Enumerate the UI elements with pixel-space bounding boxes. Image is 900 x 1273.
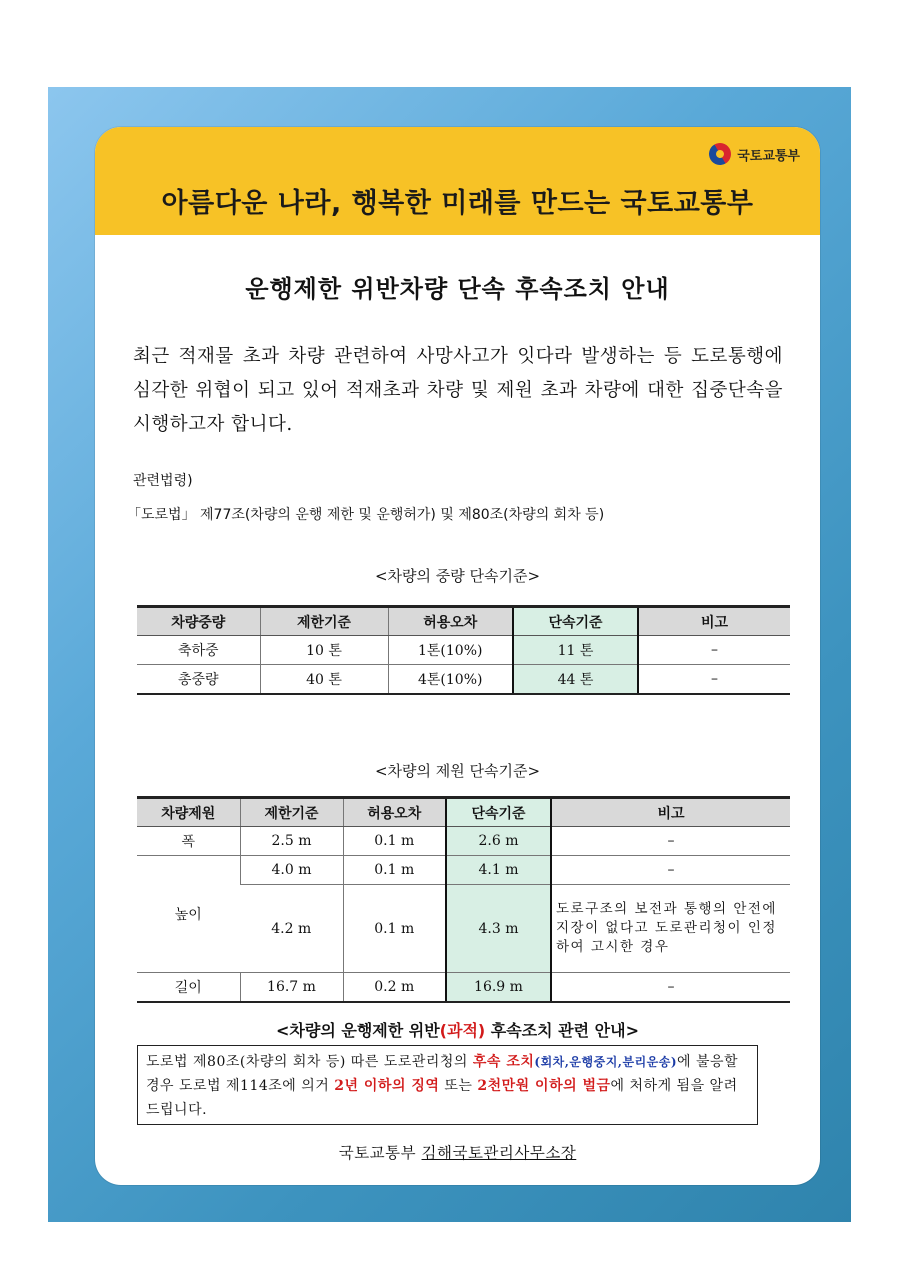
table-cell: 0.1 m (343, 856, 446, 885)
notice-title (95, 1018, 820, 1041)
table-cell: 높이 (137, 856, 240, 973)
table-cell: 폭 (137, 827, 240, 856)
law-label: 관련법령) (133, 473, 193, 489)
table-row (137, 856, 790, 885)
notice-title-text: 후속조치 관련 안내> (485, 1021, 639, 1040)
notice-highlight-blue: (회차,운행중지,분리운송) (534, 1055, 678, 1069)
table-cell: – (551, 827, 790, 856)
table-row (137, 973, 790, 1002)
footer-org: 국토교통부 (338, 1144, 422, 1162)
weight-table (137, 605, 790, 695)
spec-table-caption: <차량의 제원 단속기준> (374, 762, 541, 780)
footer-signature (95, 1141, 820, 1163)
notice-text: 에 처하게 됨을 알려드립니다. (146, 1078, 738, 1118)
notice-card (95, 127, 820, 1185)
table-cell: 4.2 m (240, 885, 343, 973)
weight-table-caption: <차량의 중량 단속기준> (374, 567, 541, 585)
spec-header-cell: 허용오차 (343, 798, 446, 827)
table-cell: – (638, 636, 790, 665)
table-cell: 2.6 m (446, 827, 551, 856)
table-cell: 0.2 m (343, 973, 446, 1002)
table-cell: 11 톤 (513, 636, 638, 665)
notice-text: 에 불응할 경우 도로법 제114조에 의거 (146, 1054, 739, 1094)
penalty-notice-box (137, 1045, 758, 1125)
table-cell: 0.1 m (343, 885, 446, 973)
table-cell: 40 톤 (260, 665, 388, 694)
notice-highlight: 2년 이하의 징역 (334, 1078, 440, 1094)
table-cell: 4톤(10%) (388, 665, 513, 694)
table-cell: 축하중 (137, 636, 260, 665)
spec-header-cell: 단속기준 (446, 798, 551, 827)
notice-highlight: 후속 조치 (472, 1054, 535, 1070)
notice-text: 도로법 제80조(차량의 회차 등) 따른 도로관리청의 (146, 1054, 473, 1070)
ministry-logo (709, 143, 800, 165)
table-cell: – (551, 973, 790, 1002)
spec-header-cell: 비고 (551, 798, 790, 827)
spec-table (137, 796, 790, 1003)
footer-office: 김해국토관리사무소장 (421, 1144, 577, 1162)
table-cell: 총중량 (137, 665, 260, 694)
table-row (137, 636, 790, 665)
table-cell: 44 톤 (513, 665, 638, 694)
table-cell: – (551, 856, 790, 885)
table-cell: 16.9 m (446, 973, 551, 1002)
notice-title-highlight: (과적) (439, 1021, 486, 1040)
table-cell: 4.3 m (446, 885, 551, 973)
weight-header-cell: 비고 (638, 607, 790, 636)
slogan: 아름다운 나라, 행복한 미래를 만드는 국토교통부 (161, 188, 754, 219)
logo-text: 국토교통부 (737, 148, 800, 164)
weight-header-cell: 허용오차 (388, 607, 513, 636)
spec-header-cell: 제한기준 (240, 798, 343, 827)
table-cell: 4.1 m (446, 856, 551, 885)
law-text: 「도로법」 제77조(차량의 운행 제한 및 운행허가) 및 제80조(차량의 회차 등) (127, 507, 605, 523)
spec-header-cell: 차량제원 (137, 798, 240, 827)
table-row (137, 665, 790, 694)
table-cell: 16.7 m (240, 973, 343, 1002)
weight-header-cell: 차량중량 (137, 607, 260, 636)
notice-title-text: <차량의 운행제한 위반 (276, 1021, 440, 1040)
table-cell: 1톤(10%) (388, 636, 513, 665)
notice-highlight: 2천만원 이하의 벌금 (477, 1078, 611, 1094)
table-cell: 0.1 m (343, 827, 446, 856)
table-cell: – (638, 665, 790, 694)
weight-header-cell: 제한기준 (260, 607, 388, 636)
table-cell: 2.5 m (240, 827, 343, 856)
taegeuk-logo-icon (705, 139, 735, 169)
table-row (137, 827, 790, 856)
weight-header-cell: 단속기준 (513, 607, 638, 636)
page-title: 운행제한 위반차량 단속 후속조치 안내 (245, 275, 670, 303)
table-cell: 10 톤 (260, 636, 388, 665)
table-cell: 4.0 m (240, 856, 343, 885)
notice-text: 또는 (439, 1078, 478, 1094)
intro-paragraph: 최근 적재물 초과 차량 관련하여 사망사고가 잇다라 발생하는 등 도로통행에 심각한 위협이 되고 있어 적재초과 차량 및 제원 초과 차량에 대한 집중단속을 시행하고자 합니다. (133, 346, 783, 435)
header-banner (95, 127, 820, 235)
table-cell-note: 도로구조의 보전과 통행의 안전에 지장이 없다고 도로관리청이 인정하여 고시한 경우 (551, 885, 790, 973)
table-cell: 길이 (137, 973, 240, 1002)
